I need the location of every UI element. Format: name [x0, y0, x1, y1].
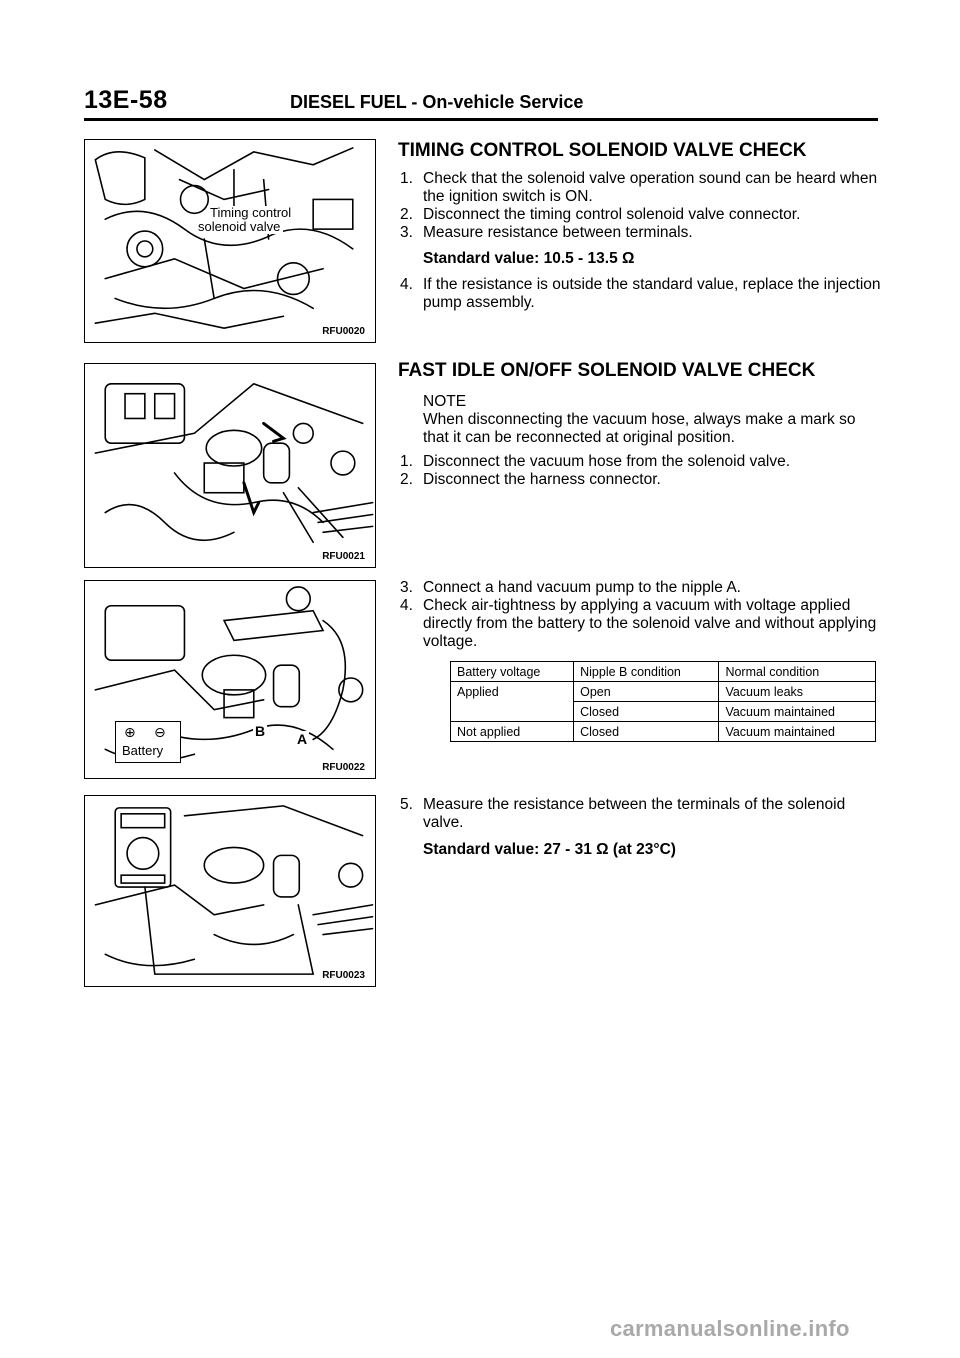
figure-vacuum-pump-test [84, 580, 376, 779]
step-item: 1. Disconnect the vacuum hose from the solenoid valve. [400, 453, 791, 470]
section-timing-control [398, 140, 882, 312]
step-item: 4. Check air-tightness by applying a vacuum with voltage applied directly from the battery to the solenoid valve and without applying voltage. [400, 597, 877, 650]
step-item: 3. Measure resistance between terminals. [400, 224, 693, 241]
figure-timing-control-solenoid [84, 139, 376, 343]
callout-battery: Battery [122, 743, 164, 758]
page-title: DIESEL FUEL - On-vehicle Service [290, 92, 584, 112]
table-cell: Vacuum maintained [719, 722, 876, 742]
table-cell [451, 702, 574, 722]
section-title: FAST IDLE ON/OFF SOLENOID VALVE CHECK [398, 360, 816, 381]
table-row [451, 682, 876, 702]
header-rule [84, 118, 878, 121]
standard-value: Standard value: 10.5 - 13.5 Ω [423, 250, 635, 267]
condition-table [450, 661, 876, 742]
callout-solenoid-valve: solenoid valve [195, 220, 283, 234]
engine-illustration-2 [85, 364, 375, 567]
table-cell: Vacuum leaks [719, 682, 876, 702]
step-item: 2. Disconnect the harness connector. [400, 471, 661, 488]
figure-code: RFU0023 [322, 970, 365, 981]
figure-fast-idle-solenoid [84, 363, 376, 568]
standard-value: Standard value: 27 - 31 Ω (at 23°C) [423, 841, 676, 858]
figure-resistance-test [84, 795, 376, 987]
table-cell: Closed [574, 722, 719, 742]
table-header-row [451, 662, 876, 682]
step-item: 3. Connect a hand vacuum pump to the nipple A. [400, 579, 741, 596]
table-cell: Not applied [451, 722, 574, 742]
section-fast-idle-cont [398, 579, 882, 651]
minus-icon: ⊖ [154, 724, 166, 740]
battery-symbol [115, 721, 181, 763]
plus-icon: ⊕ [124, 724, 136, 740]
callout-nipple-b: B [255, 723, 266, 739]
table-header: Battery voltage [451, 662, 574, 682]
table-cell: Vacuum maintained [719, 702, 876, 722]
table-row [451, 722, 876, 742]
note-text: When disconnecting the vacuum hose, always make a mark so that it can be reconnected at original position. [423, 411, 856, 446]
watermark: carmanualsonline.info [610, 1316, 850, 1341]
callout-nipple-a: A [297, 731, 308, 747]
table-cell: Closed [574, 702, 719, 722]
section-fast-idle-resistance [398, 796, 882, 859]
table-header: Normal condition [719, 662, 876, 682]
engine-illustration-4 [85, 796, 375, 986]
figure-code: RFU0021 [322, 551, 365, 562]
callout-timing-control: Timing control [207, 206, 294, 220]
table-header: Nipple B condition [574, 662, 719, 682]
figure-code: RFU0020 [322, 326, 365, 337]
page-number: 13E-58 [84, 86, 168, 114]
figure-code: RFU0022 [322, 762, 365, 773]
step-item: 2. Disconnect the timing control solenoid valve connector. [400, 206, 801, 223]
table-cell: Open [574, 682, 719, 702]
note-heading: NOTE [423, 393, 467, 410]
page-header [84, 86, 878, 118]
engine-illustration-1 [85, 140, 375, 342]
step-item: 5. Measure the resistance between the terminals of the solenoid valve. [400, 796, 846, 831]
section-title: TIMING CONTROL SOLENOID VALVE CHECK [398, 140, 807, 161]
table-cell: Applied [451, 682, 574, 702]
step-item: 4. If the resistance is outside the standard value, replace the injection pump assembly. [400, 276, 881, 311]
section-fast-idle [398, 360, 882, 489]
table-row [451, 702, 876, 722]
step-item: 1. Check that the solenoid valve operation sound can be heard when the ignition switch is ON. [400, 170, 878, 205]
